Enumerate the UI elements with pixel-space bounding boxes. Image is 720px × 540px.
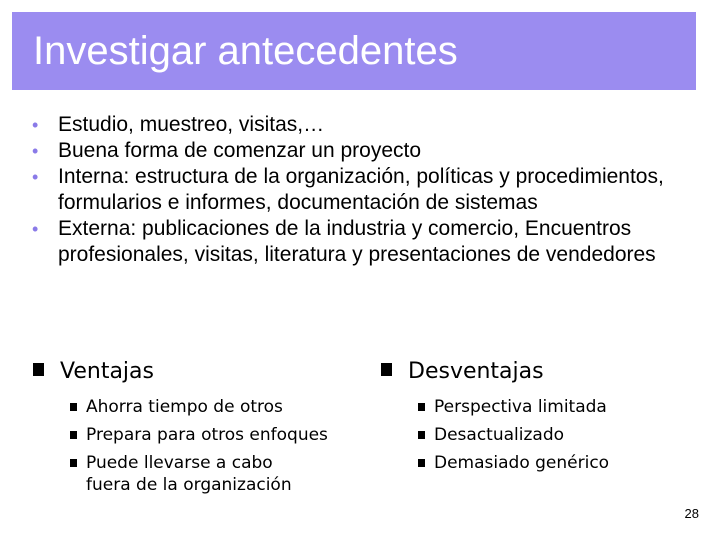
square-bullet-icon xyxy=(70,459,77,467)
square-bullet-icon xyxy=(418,459,425,467)
ventajas-item-text: Ahorra tiempo de otros xyxy=(86,397,283,417)
desventajas-item-text: Perspectiva limitada xyxy=(434,397,607,417)
desventajas-item-text: Demasiado genérico xyxy=(434,453,610,473)
ventajas-item xyxy=(68,396,362,418)
bullet-text: Externa: publicaciones de la industria y comercio, Encuentros profesionales, visitas, literatura y presentaciones de vendedores xyxy=(58,217,656,266)
bullet-dot-icon: • xyxy=(32,219,39,239)
square-bullet-icon xyxy=(70,431,77,439)
bullet-item xyxy=(32,112,692,138)
title-bar xyxy=(12,12,696,90)
page-number: 28 xyxy=(684,506,699,521)
square-bullet-icon xyxy=(381,363,392,376)
bullet-item xyxy=(32,138,692,164)
bullet-dot-icon: • xyxy=(32,167,39,187)
desventajas-list xyxy=(416,396,700,474)
ventajas-list xyxy=(68,396,362,496)
ventajas-item xyxy=(68,424,362,446)
square-bullet-icon xyxy=(418,431,425,439)
bullet-text: Buena forma de comenzar un proyecto xyxy=(58,139,422,162)
bullet-item xyxy=(32,216,692,268)
bullet-dot-icon: • xyxy=(32,115,39,135)
bullet-text: Interna: estructura de la organización, políticas y procedimientos, formularios e informes, documentación de sistemas xyxy=(58,165,664,214)
square-bullet-icon xyxy=(33,363,44,376)
ventajas-heading xyxy=(32,358,362,386)
desventajas-column xyxy=(380,358,700,480)
desventajas-item xyxy=(416,452,700,474)
slide-title: Investigar antecedentes xyxy=(33,29,458,73)
ventajas-item-text: Puede llevarse a cabo fuera de la organización xyxy=(86,453,292,495)
desventajas-item xyxy=(416,424,700,446)
main-bullet-list xyxy=(32,112,692,268)
square-bullet-icon xyxy=(418,403,425,411)
ventajas-column xyxy=(32,358,362,496)
desventajas-item-text: Desactualizado xyxy=(434,425,565,445)
ventajas-item xyxy=(68,452,316,496)
desventajas-item xyxy=(416,396,700,418)
bullet-dot-icon: • xyxy=(32,141,39,161)
bullet-text: Estudio, muestreo, visitas,… xyxy=(58,113,325,136)
square-bullet-icon xyxy=(70,403,77,411)
desventajas-heading xyxy=(380,358,700,386)
ventajas-item-text: Prepara para otros enfoques xyxy=(86,425,328,445)
bullet-item xyxy=(32,164,692,216)
desventajas-heading-text: Desventajas xyxy=(408,359,544,384)
ventajas-heading-text: Ventajas xyxy=(60,359,154,384)
